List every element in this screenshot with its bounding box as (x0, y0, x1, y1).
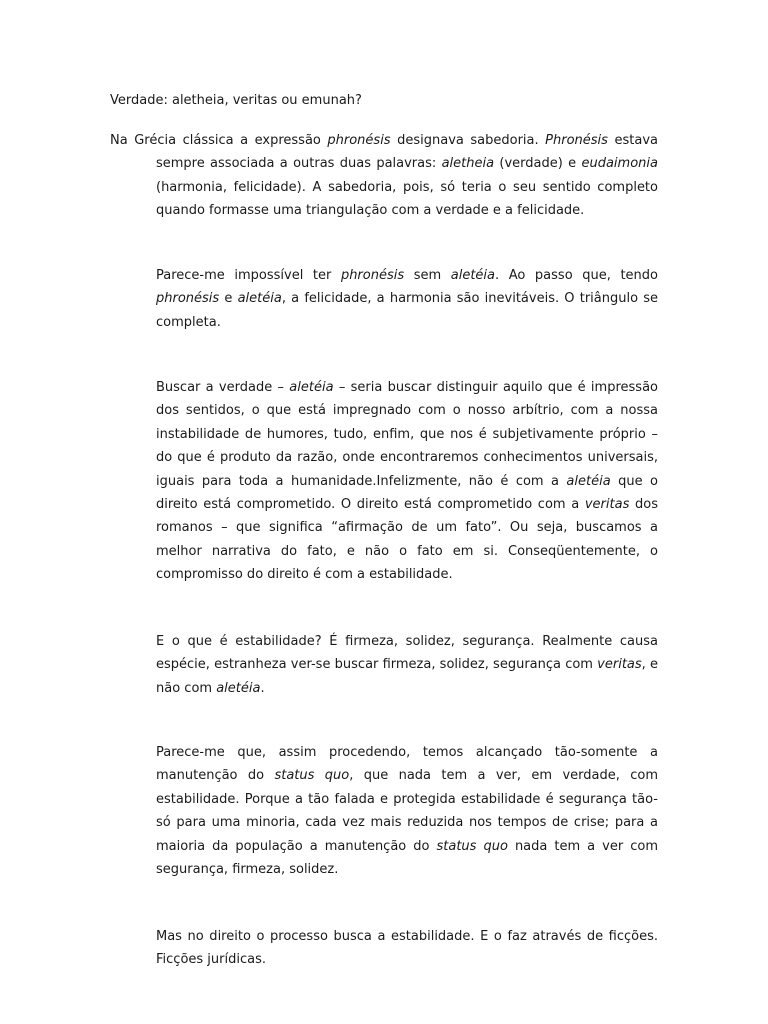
italic-term: Phronésis (545, 133, 608, 148)
text-run: dos romanos – que significa “afirmação de um fato”. Ou seja, buscamos a melhor narrativa do fato, e não o fato em si. Conseqüentemente, o compromisso do direito é com a estabilidade. (156, 497, 658, 583)
italic-term: veritas (584, 497, 630, 513)
text-run: . Ao passo que, tendo (495, 268, 658, 283)
text-run: , a felicidade, a harmonia são inevitáveis. O triângulo se completa. (156, 291, 658, 330)
text-run: Mas no direito o processo busca a estabilidade. E o faz através de ficções. Ficções jurídicas. (156, 929, 658, 968)
text-run: Na Grécia clássica a expressão (110, 133, 328, 148)
text-run: e (219, 291, 238, 307)
text-run: designava sabedoria. (390, 133, 546, 148)
text-run: Buscar a verdade – (156, 380, 290, 395)
paragraph-5 (156, 741, 658, 881)
italic-term: aletheia (441, 156, 495, 172)
paragraph-4 (156, 630, 658, 700)
italic-term: aletéia (566, 473, 611, 489)
text-run: estava sempre associada a outras duas palavras: (156, 133, 658, 172)
italic-term: veritas (597, 657, 642, 673)
italic-term: aletéia (216, 680, 261, 696)
paragraph-6 (156, 925, 658, 972)
document-title: Verdade: aletheia, veritas ou emunah? (110, 93, 362, 108)
italic-term: aletéia (237, 291, 282, 307)
italic-term: phronésis (327, 133, 391, 148)
text-run: Parece-me impossível ter (156, 268, 341, 283)
paragraph-2 (156, 264, 658, 334)
italic-term: status quo (436, 838, 508, 854)
italic-term: status quo (274, 768, 350, 784)
paragraph-3 (156, 376, 658, 587)
italic-term: eudaimonia (581, 156, 658, 172)
text-run: , e não com (156, 657, 658, 696)
text-run: – seria buscar distinguir aquilo que é impressão dos sentidos, o que está impregnado com o nosso arbítrio, com a nossa instabilidade de humores, tudo, enfim, que nos é subjetivamente próprio – do que é produto da razão, onde encontraremos conhecimentos universais, iguais para toda a humanidade.Infelizmente, não é com a (156, 380, 658, 489)
italic-term: aletéia (289, 380, 334, 395)
text-run: (harmonia, felicidade). A sabedoria, pois, só teria o seu sentido completo quando formasse uma triangulação com a verdade e a felicidade. (156, 179, 658, 219)
text-run: , que nada tem a ver, em verdade, com estabilidade. Porque a tão falada e protegida estabilidade é segurança tão-só para uma minoria, cada vez mais reduzida nos tempos de crise; para a maioria da população a manutenção do (156, 768, 658, 854)
text-run: E o que é estabilidade? É firmeza, solidez, segurança. Realmente causa espécie, estranheza ver-se buscar firmeza, solidez, segurança com (156, 634, 658, 673)
paragraph-1 (110, 129, 658, 223)
italic-term: aletéia (450, 268, 495, 283)
italic-term: phronésis (156, 291, 220, 307)
italic-term: phronésis (340, 268, 405, 283)
text-run: nada tem a ver com segurança, firmeza, solidez. (156, 838, 658, 878)
text-run: (verdade) e (494, 156, 582, 172)
text-run: . (260, 680, 265, 696)
text-run: sem (404, 268, 451, 283)
text-run: Parece-me que, assim procedendo, temos alcançado tão-somente a manutenção do (156, 745, 658, 784)
text-run: que o direito está comprometido. O direito está comprometido com a (156, 473, 658, 513)
